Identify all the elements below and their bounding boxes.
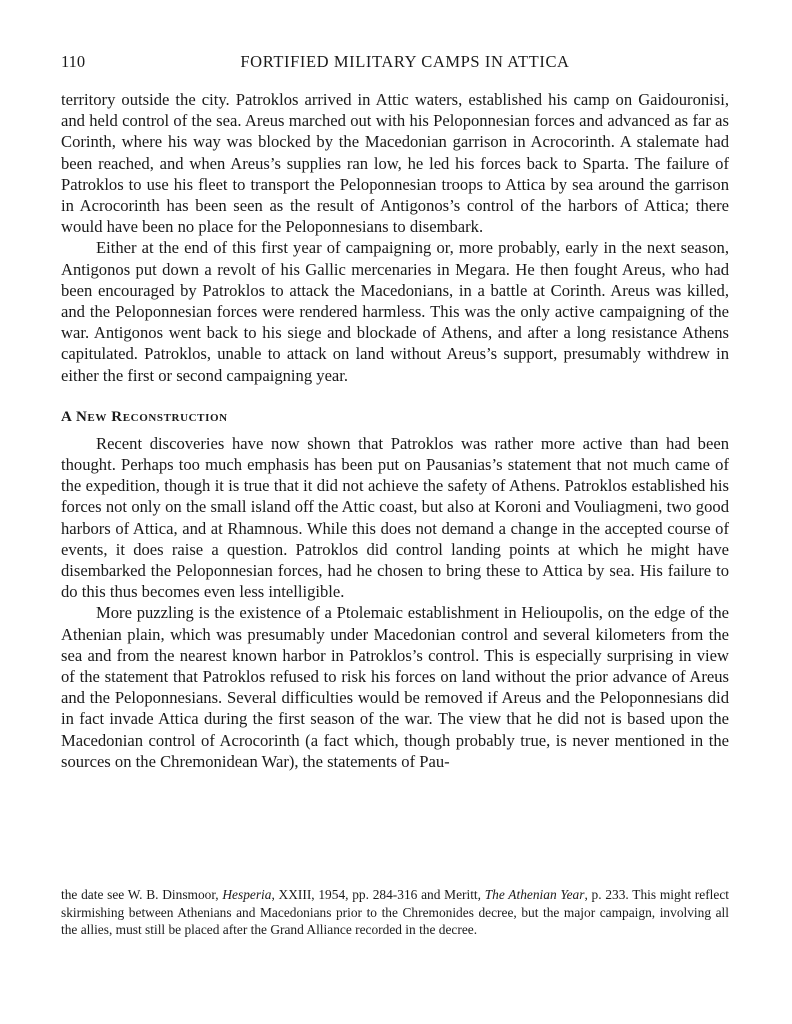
footnote-text-1: the date see W. B. Dinsmoor, [61, 887, 223, 902]
page-body [61, 52, 729, 772]
page-number: 110 [61, 52, 86, 71]
section-heading: A New Reconstruction [61, 408, 228, 425]
footnote-text-2: , XXIII, 1954, pp. 284-316 and Meritt, [271, 887, 485, 902]
paragraph-2: Either at the end of this first year of campaigning or, more probably, early in the next season, Antigonos put down a revolt of his Gallic mercenaries in Megara. He then fought Areus, who had been encouraged by Patroklos to attack the Macedonians, in a battle at Corinth. Areus was killed, and the Peloponnesian forces were rendered harmless. This was the only active campaigning of the war. Antigonos went back to his siege and blockade of Athens, and after a long resistance Athens capitulated. Patroklos, unable to attack on land without Areus’s support, presumably withdrew in either the first or second campaigning year. [61, 238, 729, 385]
footnote [61, 886, 729, 939]
paragraph-1: territory outside the city. Patroklos arrived in Attic waters, established his camp on Gaidouronisi, and held control of the sea. Areus marched out with his Peloponnesian forces and advanced as far as Corinth, where his way was blocked by the Macedonian garrison in Acrocorinth. A stalemate had been reached, and when Areus’s supplies ran low, he led his forces back to Sparta. The failure of Patroklos to use his fleet to transport the Peloponnesian troops to Attica by sea around the garrison in Acrocorinth has been seen as the result of Antigonos’s control of the harbors of Attica; there would have been no place for the Peloponnesians to disembark. [61, 90, 729, 237]
footnote-book-title: The Athenian Year [484, 887, 585, 902]
paragraph-4: More puzzling is the existence of a Ptolemaic establishment in Helioupolis, on the edge of the Athenian plain, which was presumably under Macedonian control and several kilometers from the sea and from the nearest known harbor in Patroklos’s control. This is especially surprising in view of the statement that Patroklos refused to risk his forces on land without the prior advance of Areus and the Peloponnesians. Several difficulties would be removed if Areus and the Peloponnesians did in fact invade Attica during the first season of the war. The view that he did not is based upon the Macedonian control of Acrocorinth (a fact which, though probably true, is never mentioned in the sources on the Chremonidean War), the statements of Pau- [61, 603, 729, 771]
paragraph-3: Recent discoveries have now shown that Patroklos was rather more active than had been thought. Perhaps too much emphasis has been put on Pausanias’s statement that not much came of the expedition, though it is true that it did not achieve the safety of Athens. Patroklos established his forces not only on the small island off the Attic coast, but also at Koroni and Vouliagmeni, two good harbors of Attica, and at Rhamnous. While this does not demand a change in the accepted course of events, it does raise a question. Patroklos did control landing points at which he might have disembarked the Peloponnesian forces, had he chosen to bring these to Attica by sea. His failure to do this thus becomes even less intelligible. [61, 433, 729, 602]
footnote-text-3: , p. 233. This might reflect skirmishing between Athenians and Macedonians prior to the Chremonides decree, but the major campaign, involving all the allies, must still be placed after the Grand Alliance recorded in the decree. [61, 887, 729, 938]
running-title: FORTIFIED MILITARY CAMPS IN ATTICA [240, 52, 570, 71]
running-header [61, 52, 729, 74]
footnote-journal-title: Hesperia [222, 887, 272, 902]
